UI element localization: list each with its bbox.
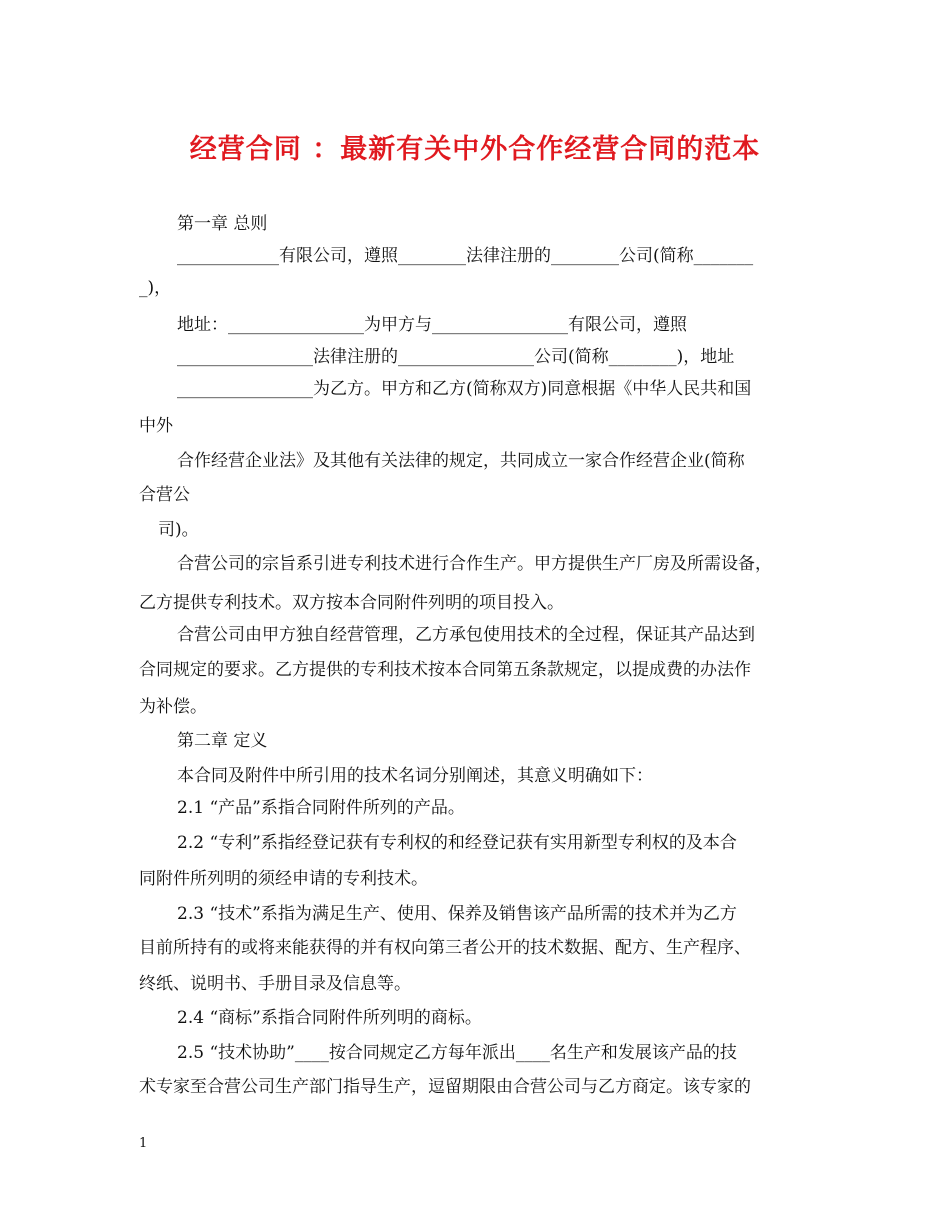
paragraph-line: 同附件所列明的须经申请的专利技术。 [139,869,428,889]
paragraph-line: _)， [139,278,172,298]
paragraph-line: 2.3 “技术”系指为满足生产、使用、保养及销售该产品所需的技术并为乙方 [177,904,737,924]
paragraph-line: 地址：________________为甲方与________________有限公司，遵照 [177,315,687,335]
chapter-heading: 第一章 总则 [177,214,268,234]
paragraph-line: 合同规定的要求。乙方提供的专利技术按本合同第五条款规定，以提成费的办法作 [139,660,751,680]
paragraph-line: 司)。 [158,520,199,540]
paragraph-line: 合营公司由甲方独自经营管理，乙方承包使用技术的全过程，保证其产品达到 [177,625,755,645]
paragraph-line: 合营公 [139,485,190,505]
paragraph-line: 终纸、说明书、手册目录及信息等。 [139,974,411,994]
chapter-heading: 第二章 定义 [177,731,268,751]
paragraph-line: 合营公司的宗旨系引进专利技术进行合作生产。甲方提供生产厂房及所需设备， [177,554,772,574]
paragraph-line: 为补偿。 [139,697,207,717]
paragraph-line: 中外 [139,416,173,436]
paragraph-line: 2.5 “技术协助”____按合同规定乙方每年派出____名生产和发展该产品的技 [177,1043,737,1063]
paragraph-line: 乙方提供专利技术。双方按本合同附件列明的项目投入。 [139,593,564,613]
paragraph-line: 2.4 “商标”系指合同附件所列明的商标。 [177,1008,482,1028]
paragraph-line: 目前所持有的或将来能获得的并有权向第三者公开的技术数据、配方、生产程序、 [139,938,751,958]
paragraph-line: 本合同及附件中所引用的技术名词分别阐述，其意义明确如下： [177,766,653,786]
paragraph-line: ____________有限公司，遵照________法律注册的________公司(简称_______ [177,246,754,266]
paragraph-line: 2.2 “专利”系指经登记获有专利权的和经登记获有实用新型专利权的及本合 [177,833,737,853]
paragraph-line: 合作经营企业法》及其他有关法律的规定，共同成立一家合作经营企业(简称 [177,451,745,471]
page-number: 1 [139,1136,148,1151]
paragraph-line: ________________为乙方。甲方和乙方(简称双方)同意根据《中华人民共和国 [177,379,752,399]
paragraph-line: 术专家至合营公司生产部门指导生产，逗留期限由合营公司与乙方商定。该专家的 [139,1077,751,1097]
paragraph-line: ________________法律注册的________________公司(简称________)，地址 [177,347,735,367]
document-title: 经营合同 ：最新有关中外合作经营合同的范本 [189,134,761,165]
paragraph-line: 2.1 “产品”系指合同附件所列的产品。 [177,798,465,818]
